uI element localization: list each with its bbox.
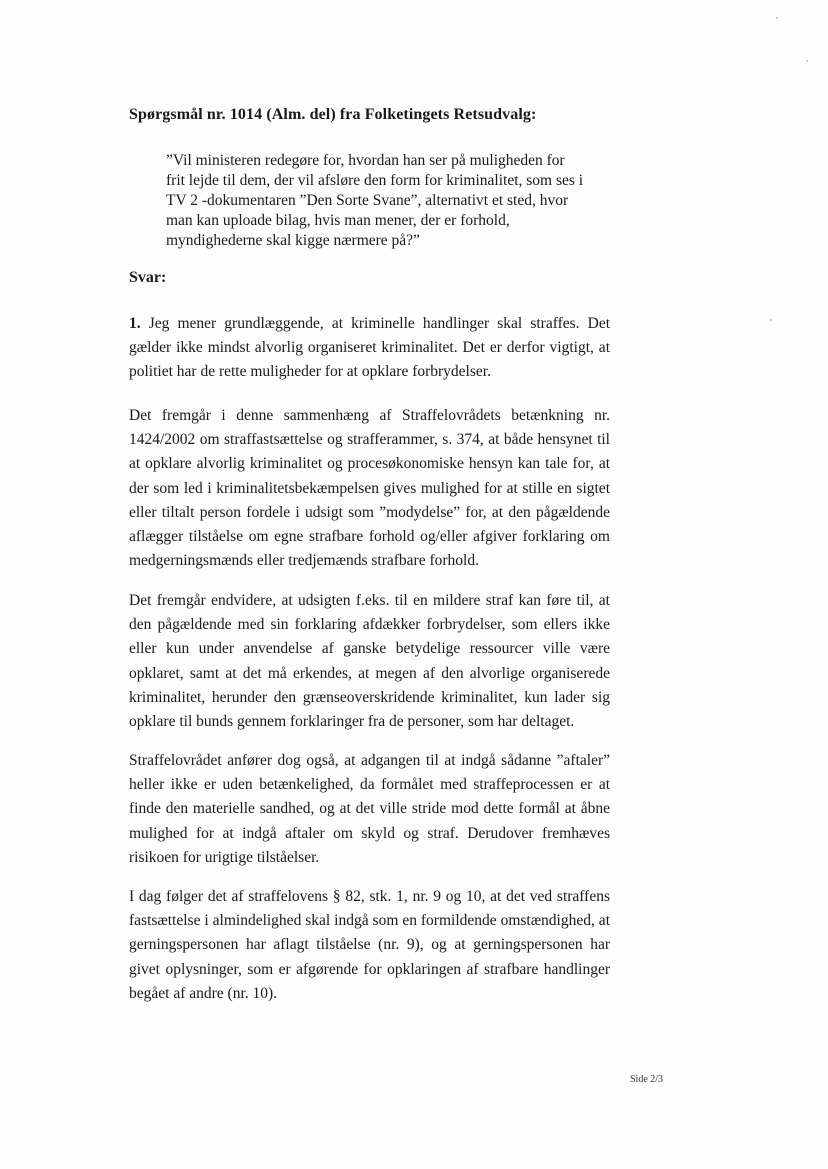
answer-paragraph-4: Straffelovrådet anfører dog også, at adgangen til at indgå sådanne ”aftaler” heller ikke er uden betænkelighed, da formålet med straffeprocessen er at finde den materielle sandhed, og at det ville stride mod dette formål at åbne mulighed for at indgå aftaler om skyld og straf. Derudover fremhæves risikoen for urigtige tilståelser. <box>129 752 610 866</box>
page-number: Side 2/3 <box>630 1074 664 1085</box>
answer-paragraph-1 <box>129 312 610 385</box>
answer-paragraph-5: I dag følger det af straffelovens § 82, stk. 1, nr. 9 og 10, at det ved straffens fastsættelse i almindelighed skal indgå som en formildende omstændighed, at gerningspersonen har aflagt tilståelse (nr. 9), og at gerningspersonen har givet oplysninger, som er afgørende for opklaringen af strafbare handlinger begået af andre (nr. 10). <box>129 888 610 1002</box>
answer-paragraph-3: Det fremgår endvidere, at udsigten f.eks. til en mildere straf kan føre til, at den pågældende med sin forklaring afdækker forbrydelser, som ellers ikke eller kun under anvendelse af ganske betydelige ressourcer ville være opklaret, samt at det må erkendes, at megen af den alvorlige organiserede kriminalitet, herunder den grænseoverskridende kriminalitet, kun lader sig opklare til bunds gennem forklaringer fra de personer, som har deltaget. <box>129 592 610 731</box>
scan-speck <box>776 17 778 19</box>
question-quote: ”Vil ministeren redegøre for, hvordan han ser på muligheden for frit lejde til dem, der vil afsløre den form for kriminalitet, som ses i TV 2 -dokumentaren ”Den Sorte Svane”, alternativt et sted, hvor man kan uploade bilag, hvis man mener, der er forhold, myndighederne skal kigge nærmere på?” <box>166 152 584 249</box>
paragraph-text: Jeg mener grundlæggende, at kriminelle handlinger skal straffes. Det gælder ikke mindst alvorlig organiseret kriminalitet. Det er derfor vigtigt, at politiet har de rette muligheder for at opklare forbrydelser. <box>129 315 611 381</box>
scan-speck <box>806 60 808 62</box>
paragraph-number: 1. <box>129 315 141 332</box>
answer-label: Svar: <box>129 269 167 286</box>
document-heading: Spørgsmål nr. 1014 (Alm. del) fra Folketingets Retsudvalg: <box>129 106 537 123</box>
scan-speck <box>770 319 772 321</box>
answer-paragraph-2: Det fremgår i denne sammenhæng af Straffelovrådets betænkning nr. 1424/2002 om straffastsættelse og strafferammer, s. 374, at både hensynet til at opklare alvorlig kriminalitet og procesøkonomiske hensyn kan tale for, at der som led i kriminalitetsbekæmpelsen gives mulighed for at stille en sigtet eller tiltalt person fordele i udsigt som ”modydelse” for, at den pågældende aflægger tilståelse om egne strafbare forhold og/eller afgiver forklaring om medgerningsmænds eller tredjemænds strafbare forhold. <box>129 407 610 570</box>
